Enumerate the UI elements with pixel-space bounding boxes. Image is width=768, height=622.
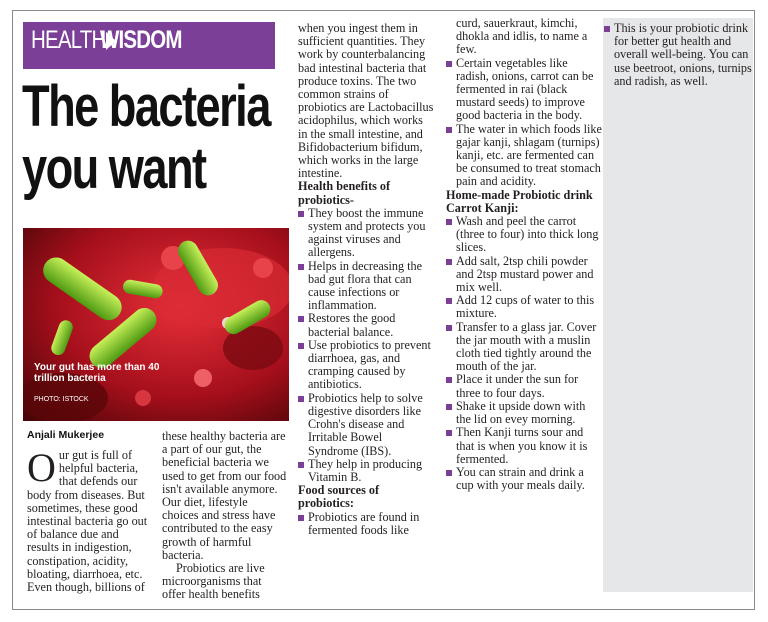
section-banner — [23, 22, 275, 69]
recipe-step: Transfer to a glass jar. Cover the jar mouth with a muslin cloth tied tightly around the mouth of the jar. — [446, 321, 602, 374]
list-item-continued: curd, sauerkraut, kimchi, dhokla and idlis, to name a few. — [456, 16, 588, 57]
list-item: Probiotics help to solve digestive disorders like Crohn's disease and Irritable Bowel Syndrome (IBS). — [298, 392, 434, 458]
headline-line-1: The bacteria — [22, 74, 270, 139]
recipe-step: Shake it upside down with the lid on evey morning. — [446, 400, 602, 426]
photo-caption: Your gut has more than 40 trillion bacteria — [34, 362, 160, 384]
intro-text: ur gut is full of helpful bacteria, that defends our body from diseases. But sometimes, these good intestinal bacteria go out of balance due and results in indigestion, constipation, acidity, bloating, diarrhoea, etc. Even though, billions of — [27, 448, 148, 595]
recipe-subheading: Carrot Kanji: — [446, 200, 519, 215]
intro-paragraph — [27, 445, 153, 595]
paragraph: when you ingest them in sufficient quantities. They work by counterbalancing bad intestinal bacteria that produce toxins. The two common strains of probiotics are Lactobacillus acidophilus, which works in the small intestine, and Bifidobacterium bifidum, which works in the large intestine. — [298, 21, 434, 181]
list-item: Certain vegetables like radish, onions, carrot can be fermented in rai (black mustard seeds) to improve good bacteria in the body. — [446, 57, 602, 123]
paragraph: these healthy bacteria are a part of our gut, the beneficial bacteria we used to get from our food isn't available anymore. Our diet, lifestyle choices and stress have contributed to the easy growth of harmful bacteria. — [162, 429, 287, 562]
list-item: They boost the immune system and protects you against viruses and allergens. — [298, 207, 434, 260]
list-item: They help in producing Vitamin B. — [298, 458, 434, 484]
list-item: Helps in decreasing the bad gut flora that can cause infections or inflammation. — [298, 260, 434, 313]
byline: Anjali Mukerjee — [27, 429, 105, 441]
column-3 — [298, 22, 434, 537]
list-item: Restores the good bacterial balance. — [298, 312, 434, 338]
column-2 — [162, 430, 287, 602]
recipe-heading: Home-made Probiotic drink — [446, 187, 593, 202]
photo-credit: PHOTO: ISTOCK — [34, 396, 89, 403]
paragraph: Probiotics are live microorganisms that offer health benefits — [162, 561, 265, 602]
sidebar-panel — [603, 18, 753, 592]
recipe-step: Add salt, 2tsp chili powder and 2tsp mustard power and mix well. — [446, 255, 602, 295]
list-item: Probiotics are found in fermented foods like — [298, 511, 434, 537]
headline-line-2: you want — [22, 136, 206, 201]
headline — [22, 76, 292, 200]
bacteria-photo — [23, 228, 289, 421]
recipe-step: You can strain and drink a cup with your meals daily. — [446, 466, 602, 492]
closing-note: This is your probiotic drink for better gut health and overall well-being. You can use beetroot, onions, turnips and radish, as well. — [604, 22, 754, 88]
food-sources-heading: Food sources of probiotics: — [298, 483, 380, 511]
banner-word-wisdom: WISDOM — [99, 26, 182, 54]
benefits-heading: Health benefits of probiotics- — [298, 179, 391, 207]
banner-word-health: HEALTH — [31, 26, 106, 54]
recipe-step: Wash and peel the carrot (three to four) into thick long slices. — [446, 215, 602, 255]
column-1 — [27, 445, 153, 595]
recipe-step: Add 12 cups of water to this mixture. — [446, 294, 602, 320]
recipe-step: Then Kanji turns sour and that is when you know it is fermented. — [446, 426, 602, 466]
column-5 — [604, 22, 754, 88]
column-4 — [446, 17, 602, 492]
drop-cap: O — [27, 445, 56, 490]
bacteria-illustration — [23, 228, 289, 421]
recipe-step: Place it under the sun for three to four days. — [446, 373, 602, 399]
list-item: The water in which foods like gajar kanji, shlagam (turnips) kanji, etc. are fermented can be consumed to treat stomach pain and acidity. — [446, 123, 602, 189]
list-item: Use probiotics to prevent diarrhoea, gas, and cramping caused by antibiotics. — [298, 339, 434, 392]
